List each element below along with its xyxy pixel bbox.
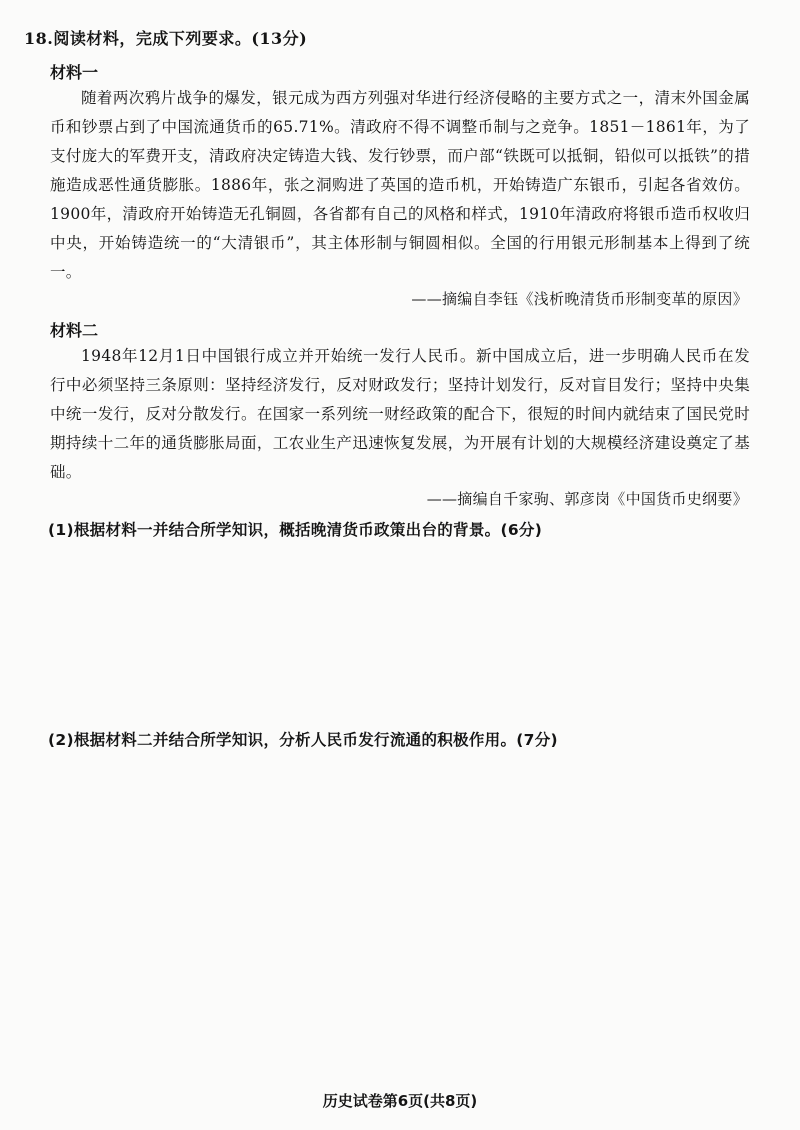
material-2-source: ——摘编自千家驹、郭彦岗《中国货币史纲要》 <box>426 490 748 508</box>
material-2-label: 材料二 <box>50 321 99 340</box>
page-footer: 历史试卷第6页(共8页) <box>322 1092 478 1110</box>
material-1-label: 材料一 <box>50 63 99 82</box>
material-1-text: 随着两次鸦片战争的爆发，银元成为西方列强对华进行经济侵略的主要方式之一，清末外国金属币和钞票占到了中国流通货币的65.71%。清政府不得不调整币制与之竞争。1851－1861年，为了支付庞大的军费开支，清政府决定铸造大钱、发行钞票，而户部“铁既可以抵铜，铅似可以抵铁”的措施造成恶性通货膨胀。1886年，张之洞购进了英国的造币机，开始铸造广东银币，引起各省效仿。1900年，清政府开始铸造无孔铜圆，各省都有自己的风格和样式，1910年清政府将银币造币权收归中央，开始铸造统一的“大清银币”，其主体形制与铜圆相似。全国的行用银元形制基本上得到了统一。 <box>50 89 750 281</box>
material-2-text: 1948年12月1日中国银行成立并开始统一发行人民币。新中国成立后，进一步明确人民币在发行中必须坚持三条原则：坚持经济发行，反对财政发行；坚持计划发行，反对盲目发行；坚持中央集中统一发行，反对分散发行。在国家一系列统一财经政策的配合下，很短的时间内就结束了国民党时期持续十二年的通货膨胀局面，工农业生产迅速恢复发展，为开展有计划的大规模经济建设奠定了基础。 <box>50 347 750 481</box>
question-title: 18.阅读材料，完成下列要求。(13分) <box>24 29 308 48</box>
subquestion-1: (1)根据材料一并结合所学知识，概括晚清货币政策出台的背景。(6分) <box>48 521 543 539</box>
answer-area-1[interactable] <box>48 548 748 718</box>
material-1-source: ——摘编自李钰《浅析晚清货币形制变革的原因》 <box>411 290 748 308</box>
subquestion-2: (2)根据材料二并结合所学知识，分析人民币发行流通的积极作用。(7分) <box>48 731 558 749</box>
answer-area-2[interactable] <box>48 758 748 1078</box>
